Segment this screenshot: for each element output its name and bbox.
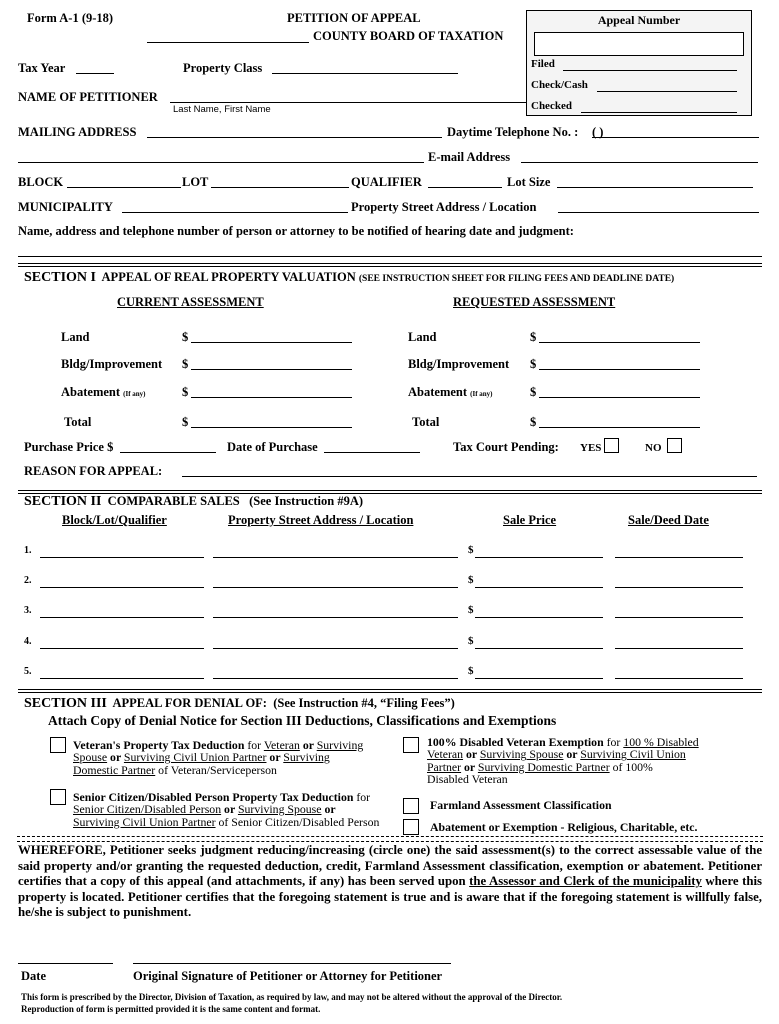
current-bldg-dollar: $ bbox=[182, 357, 189, 371]
requested-land-dollar: $ bbox=[530, 330, 537, 344]
requested-bldg-label: Bldg/Improvement bbox=[408, 357, 510, 371]
requested-total-line[interactable] bbox=[539, 427, 700, 428]
comp-block-lot-line[interactable] bbox=[40, 648, 204, 649]
wherefore-statement: WHEREFORE, Petitioner seeks judgment reducing/increasing (circle one) the said assessment(s) to the correct assessable value of the said property and/or granting the requested deduction, credit, Farmland Assessment classification, exemption or abatement. Petitioner certifies that a copy of this appeal (and attachments, if any) has been served upon the Assessor and Clerk of the municipality where this property is located. Petitioner certifies that the foregoing statement is true and is aware that if the foregoing statement is willfully false, he/she is subject to punishment. bbox=[18, 843, 762, 920]
date-line[interactable] bbox=[18, 963, 113, 964]
requested-abatement-label bbox=[408, 385, 493, 400]
signature-line[interactable] bbox=[133, 963, 451, 964]
comp-address-line[interactable] bbox=[213, 587, 458, 588]
comp-dollar: $ bbox=[468, 604, 474, 616]
comp-address-line[interactable] bbox=[213, 557, 458, 558]
section3-heading bbox=[24, 696, 455, 712]
date-label: Date bbox=[21, 969, 46, 983]
tax-year-line[interactable] bbox=[76, 73, 114, 74]
tax-court-label: Tax Court Pending: bbox=[453, 440, 559, 454]
section3-title: APPEAL FOR DENIAL OF: bbox=[112, 696, 267, 710]
signature-label: Original Signature of Petitioner or Attorney for Petitioner bbox=[133, 969, 443, 983]
requested-abatement-if-any: (If any) bbox=[470, 390, 493, 398]
comp-block-lot-line[interactable] bbox=[40, 587, 204, 588]
farmland-label: Farmland Assessment Classification bbox=[430, 798, 612, 812]
check-cash-label: Check/Cash bbox=[531, 79, 588, 91]
section2-label: SECTION II bbox=[24, 494, 102, 509]
checked-label: Checked bbox=[531, 100, 572, 112]
mailing-address-line[interactable] bbox=[147, 137, 442, 138]
reason-label: REASON FOR APPEAL: bbox=[24, 464, 163, 478]
daytime-phone-label: Daytime Telephone No. : bbox=[447, 125, 579, 139]
comp-sale-date-line[interactable] bbox=[615, 587, 743, 588]
appeal-number-field[interactable] bbox=[534, 32, 744, 56]
date-of-purchase-line[interactable] bbox=[324, 452, 420, 453]
comp-dollar: $ bbox=[468, 665, 474, 677]
section-divider-2-top bbox=[18, 490, 762, 491]
section3-instruction: (See Instruction #4, “Filing Fees”) bbox=[273, 696, 455, 710]
current-land-label: Land bbox=[61, 330, 90, 344]
veteran-deduction-checkbox[interactable] bbox=[50, 737, 66, 753]
comp-dollar: $ bbox=[468, 635, 474, 647]
col-sale-deed-date: Sale/Deed Date bbox=[628, 513, 709, 527]
comp-row-number: 5. bbox=[24, 666, 32, 677]
comp-sale-price-line[interactable] bbox=[475, 678, 603, 679]
disabled-veteran-text: 100% Disabled Veteran Exemption for 100 % Disabled Veteran or Surviving Spouse or Surviving Civil Union Partner or Surviving Domestic Partner of 100% Disabled Veteran bbox=[427, 735, 699, 787]
lot-label: LOT bbox=[182, 175, 209, 189]
requested-bldg-dollar: $ bbox=[530, 357, 537, 371]
mailing-address-label: MAILING ADDRESS bbox=[18, 125, 137, 139]
comp-sale-price-line[interactable] bbox=[475, 557, 603, 558]
comp-address-line[interactable] bbox=[213, 678, 458, 679]
col-property-address: Property Street Address / Location bbox=[228, 513, 414, 527]
lot-size-line[interactable] bbox=[557, 187, 753, 188]
notify-label: Name, address and telephone number of person or attorney to be notified of hearing date and judgment: bbox=[18, 224, 574, 238]
tax-court-no-checkbox[interactable] bbox=[667, 438, 682, 453]
requested-abatement-line[interactable] bbox=[539, 397, 700, 398]
comp-row-number: 3. bbox=[24, 605, 32, 616]
requested-land-line[interactable] bbox=[539, 342, 700, 343]
section2-heading bbox=[24, 494, 363, 510]
filed-line[interactable] bbox=[563, 70, 737, 71]
section-divider-3-bottom bbox=[18, 692, 762, 693]
current-land-line[interactable] bbox=[191, 342, 352, 343]
comp-sale-date-line[interactable] bbox=[615, 678, 743, 679]
lot-line[interactable] bbox=[211, 187, 349, 188]
requested-abatement-dollar: $ bbox=[530, 385, 537, 399]
phone-area-code: ( ) bbox=[592, 125, 604, 139]
farmland-checkbox[interactable] bbox=[403, 798, 419, 814]
comp-address-line[interactable] bbox=[213, 648, 458, 649]
section1-note: (SEE INSTRUCTION SHEET FOR FILING FEES AND DEADLINE DATE) bbox=[358, 274, 675, 284]
comp-row-number: 1. bbox=[24, 545, 32, 556]
senior-citizen-checkbox[interactable] bbox=[50, 789, 66, 805]
current-total-dollar: $ bbox=[182, 415, 189, 429]
mailing-address-line-2[interactable] bbox=[18, 162, 424, 163]
purchase-price-line[interactable] bbox=[120, 452, 216, 453]
current-bldg-line[interactable] bbox=[191, 369, 352, 370]
section2-title: COMPARABLE SALES bbox=[107, 494, 240, 508]
form-id: Form A-1 (9-18) bbox=[27, 11, 114, 25]
email-label: E-mail Address bbox=[428, 150, 511, 164]
comp-sale-price-line[interactable] bbox=[475, 617, 603, 618]
current-abatement-label bbox=[61, 385, 146, 400]
property-class-line[interactable] bbox=[272, 73, 458, 74]
reason-line[interactable] bbox=[182, 476, 757, 477]
county-name-line[interactable] bbox=[147, 42, 309, 43]
abatement-exemption-checkbox[interactable] bbox=[403, 819, 419, 835]
current-abatement-dollar: $ bbox=[182, 385, 189, 399]
property-address-line[interactable] bbox=[558, 212, 759, 213]
tax-year-label: Tax Year bbox=[18, 61, 66, 75]
municipality-label: MUNICIPALITY bbox=[18, 200, 113, 214]
appeal-number-title: Appeal Number bbox=[597, 13, 681, 27]
requested-abatement-text: Abatement bbox=[408, 385, 468, 399]
section1-heading bbox=[24, 270, 674, 286]
section1-label: SECTION I bbox=[24, 270, 96, 285]
requested-bldg-line[interactable] bbox=[539, 369, 700, 370]
footer-line-2: Reproduction of form is permitted provided it is the same content and format. bbox=[21, 1004, 321, 1014]
col-block-lot-qualifier: Block/Lot/Qualifier bbox=[62, 513, 167, 527]
tax-court-yes-checkbox[interactable] bbox=[604, 438, 619, 453]
col-sale-price: Sale Price bbox=[503, 513, 557, 527]
section-divider-bottom bbox=[18, 266, 762, 267]
comp-row-number: 2. bbox=[24, 575, 32, 586]
section-divider-3-top bbox=[18, 689, 762, 690]
email-line[interactable] bbox=[521, 162, 758, 163]
senior-citizen-text: Senior Citizen/Disabled Person Property Tax Deduction for Senior Citizen/Disabled Person or Surviving Spouse or Surviving Civil Union Partner of Senior Citizen/Disabled Person bbox=[73, 790, 380, 829]
block-label: BLOCK bbox=[18, 175, 64, 189]
section1-title: APPEAL OF REAL PROPERTY VALUATION bbox=[101, 270, 356, 284]
property-address-label: Property Street Address / Location bbox=[351, 200, 537, 214]
tax-court-yes-label: YES bbox=[580, 442, 602, 454]
comp-block-lot-line[interactable] bbox=[40, 617, 204, 618]
date-of-purchase-label: Date of Purchase bbox=[227, 440, 318, 454]
phone-line[interactable] bbox=[592, 137, 759, 138]
requested-land-label: Land bbox=[408, 330, 437, 344]
current-land-dollar: $ bbox=[182, 330, 189, 344]
qualifier-label: QUALIFIER bbox=[351, 175, 422, 189]
name-of-petitioner-line[interactable] bbox=[170, 102, 527, 103]
filed-label: Filed bbox=[531, 58, 555, 70]
veteran-deduction-text: Veteran's Property Tax Deduction for Veteran or Surviving Spouse or Surviving Civil Union Partner or Surviving Domestic Partner of Veteran/Serviceperson bbox=[73, 738, 364, 777]
current-bldg-label: Bldg/Improvement bbox=[61, 357, 163, 371]
check-cash-line[interactable] bbox=[597, 91, 737, 92]
property-class-label: Property Class bbox=[183, 61, 263, 75]
form-title: PETITION OF APPEAL bbox=[287, 11, 421, 25]
comp-block-lot-line[interactable] bbox=[40, 557, 204, 558]
current-abatement-text: Abatement bbox=[61, 385, 121, 399]
name-hint: Last Name, First Name bbox=[173, 104, 271, 115]
footer-line-1: This form is prescribed by the Director, Division of Taxation, as required by law, and may not be altered without the approval of the Director. bbox=[21, 992, 563, 1002]
abatement-exemption-label: Abatement or Exemption - Religious, Charitable, etc. bbox=[430, 820, 698, 834]
comp-sale-date-line[interactable] bbox=[615, 648, 743, 649]
purchase-price-label: Purchase Price $ bbox=[24, 440, 114, 454]
comp-dollar: $ bbox=[468, 574, 474, 586]
requested-assessment-heading: REQUESTED ASSESSMENT bbox=[453, 295, 616, 309]
lot-size-label: Lot Size bbox=[507, 175, 551, 189]
comp-sale-price-line[interactable] bbox=[475, 587, 603, 588]
comp-address-line[interactable] bbox=[213, 617, 458, 618]
comp-row-number: 4. bbox=[24, 636, 32, 647]
municipality-line[interactable] bbox=[122, 212, 348, 213]
section-divider-top bbox=[18, 263, 762, 264]
section3-attach-note: Attach Copy of Denial Notice for Section III Deductions, Classifications and Exemptions bbox=[48, 713, 557, 728]
current-abatement-line[interactable] bbox=[191, 397, 352, 398]
notify-line[interactable] bbox=[18, 256, 762, 257]
comp-sale-date-line[interactable] bbox=[615, 617, 743, 618]
current-abatement-if-any: (If any) bbox=[123, 390, 146, 398]
checked-line[interactable] bbox=[581, 112, 737, 113]
disabled-veteran-checkbox[interactable] bbox=[403, 737, 419, 753]
current-total-label: Total bbox=[64, 415, 92, 429]
block-line[interactable] bbox=[67, 187, 181, 188]
comp-sale-date-line[interactable] bbox=[615, 557, 743, 558]
requested-total-label: Total bbox=[412, 415, 440, 429]
comp-sale-price-line[interactable] bbox=[475, 648, 603, 649]
wherefore-divider bbox=[17, 836, 763, 842]
appeal-number-box bbox=[526, 10, 752, 116]
county-board-title: COUNTY BOARD OF TAXATION bbox=[313, 29, 504, 43]
current-assessment-heading: CURRENT ASSESSMENT bbox=[117, 295, 264, 309]
comp-dollar: $ bbox=[468, 544, 474, 556]
current-total-line[interactable] bbox=[191, 427, 352, 428]
section3-label: SECTION III bbox=[24, 696, 107, 711]
comp-block-lot-line[interactable] bbox=[40, 678, 204, 679]
tax-court-no-label: NO bbox=[645, 442, 662, 454]
name-of-petitioner-label: NAME OF PETITIONER bbox=[18, 90, 158, 104]
requested-total-dollar: $ bbox=[530, 415, 537, 429]
section2-instruction: (See Instruction #9A) bbox=[249, 494, 364, 508]
qualifier-line[interactable] bbox=[428, 187, 502, 188]
